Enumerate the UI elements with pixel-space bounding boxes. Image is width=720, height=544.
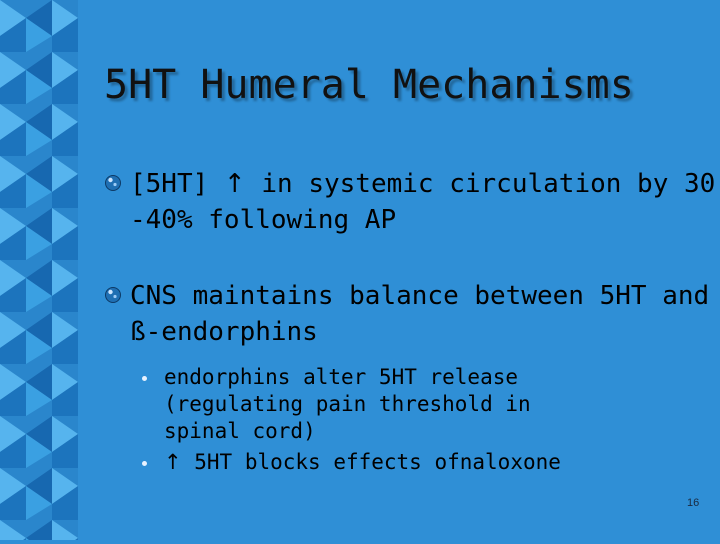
sub-bullet-text: 5HT blocks effects ofnaloxone	[181, 450, 561, 474]
zigzag-pattern	[0, 0, 78, 540]
bullet-text: in systemic circulation by 30 -40% following AP	[130, 169, 716, 235]
up-arrow-icon: ↑	[223, 169, 246, 199]
bullet-cns-balance	[104, 278, 719, 350]
sub-bullet-endorphins	[134, 364, 614, 445]
sub-bullet-text: endorphins alter 5HT release (regulating pain threshold in spinal cord)	[164, 365, 531, 443]
dot-bullet-icon	[142, 376, 147, 381]
bullet-serotonin-increase	[104, 166, 719, 238]
bubble-bullet-icon	[104, 286, 122, 304]
bullet-list	[104, 166, 719, 476]
up-arrow-icon: ↑	[164, 450, 182, 474]
page-number: 16	[687, 497, 700, 509]
dot-bullet-icon	[142, 461, 147, 466]
sub-bullet-list	[134, 364, 614, 476]
bullet-text: [5HT]	[130, 169, 224, 199]
bubble-bullet-icon	[104, 174, 122, 192]
bullet-text: CNS maintains balance between 5HT and ß-endorphins	[130, 281, 710, 347]
sub-bullet-naloxone	[134, 449, 614, 476]
left-decorative-stripe	[0, 0, 78, 540]
slide-title: 5HT Humeral Mechanisms	[104, 62, 634, 108]
